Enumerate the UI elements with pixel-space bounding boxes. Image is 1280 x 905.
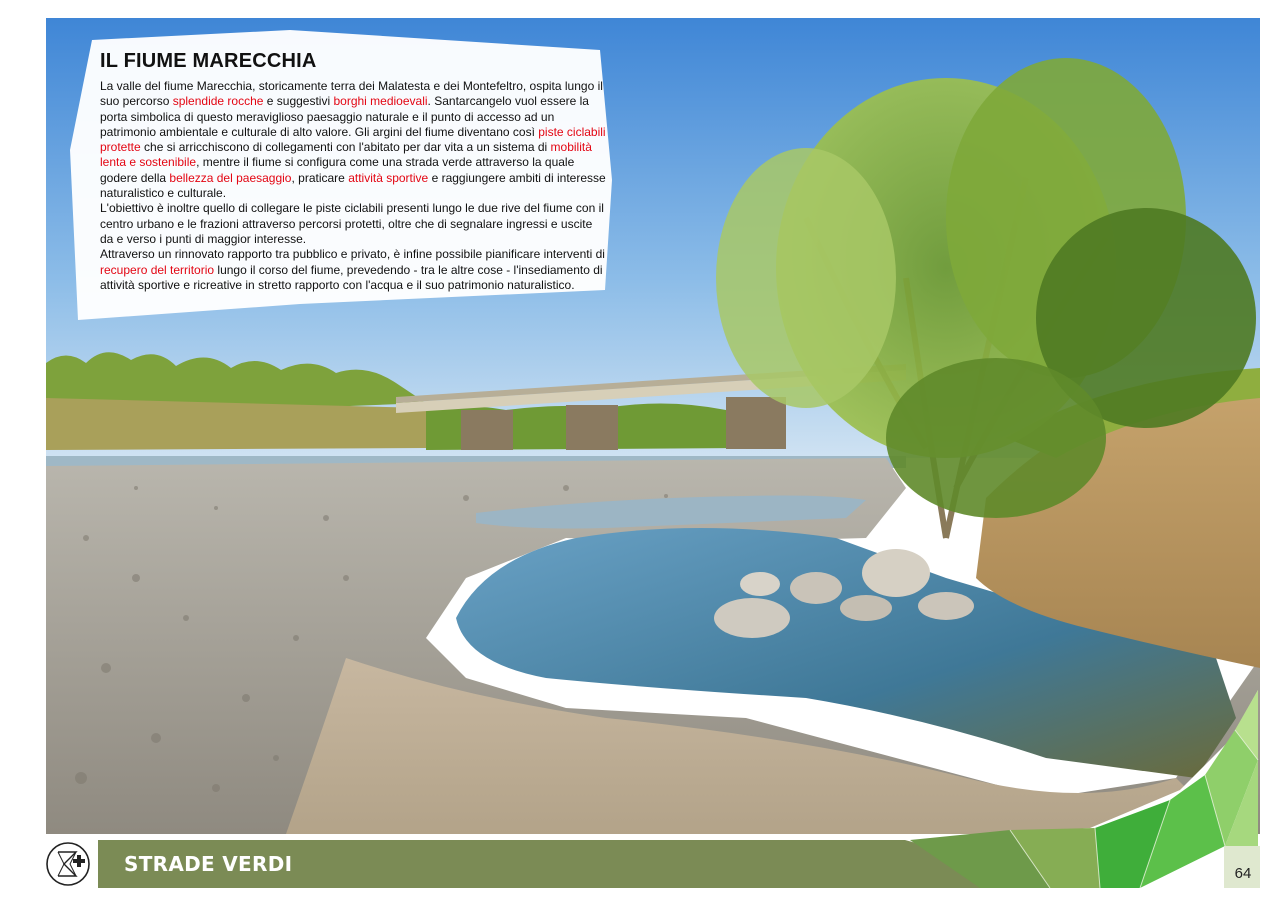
highlight-mobilita-lenta: mobilità lenta e sostenibile — [100, 140, 592, 170]
highlight-splendide-rocche: splendide rocche — [172, 94, 264, 109]
highlight-bellezza-paesaggio: bellezza del paesaggio — [169, 170, 292, 185]
text-run: che si arricchiscono di collegamenti con l'abitato per dar vita a un sistema di — [140, 140, 551, 155]
text-run: La valle del fiume Marecchia, storicamente terra dei Malatesta e dei Montefeltro, ospita lungo il suo percorso — [100, 79, 603, 109]
highlight-attivita-sportive: attività sportive — [348, 170, 429, 185]
section-title: STRADE VERDI — [124, 852, 293, 876]
stylized-s-plus-logo-icon — [44, 840, 94, 888]
text-run: lungo il corso del fiume, prevedendo - tra le altre cose - l'insediamento di attività sportive e ricreative in stretto rapporto con l'acqua e il suo patrimonio naturalistico. — [100, 262, 603, 292]
text-run: , praticare — [291, 170, 349, 185]
text-run: , mentre il fiume si configura come una strada verde attraverso la quale godere della — [100, 155, 575, 185]
article-paragraph-2: L'obiettivo è inoltre quello di collegare le piste ciclabili presenti lungo le due rive del fiume con il centro urbano e le frazioni attraverso percorsi protetti, oltre che di segnalare ingressi e uscite da e verso i punti di maggior interesse. — [100, 201, 604, 246]
page-number: 64 — [1234, 865, 1252, 882]
highlight-borghi-medioevali: borghi medioevali — [333, 94, 428, 109]
highlight-piste-ciclabili: piste ciclabili protette — [100, 124, 606, 155]
highlight-recupero-territorio: recupero del territorio — [100, 262, 215, 277]
text-run: e suggestivi — [263, 94, 334, 109]
text-run: e raggiungere ambiti di interesse naturalistico e culturale. — [100, 170, 606, 201]
text-run: . Santarcangelo vuol essere la porta simbolica di questo meraviglioso paesaggio naturale e il punto di accesso ad un patrimonio ambientale e culturale di alto valore. Gli argini del fiume diventano così — [100, 94, 589, 139]
article-title: IL FIUME MARECCHIA — [100, 50, 317, 72]
text-run: Attraverso un rinnovato rapporto tra pubblico e privato, è infine possibile pianificare interventi di — [100, 247, 605, 262]
